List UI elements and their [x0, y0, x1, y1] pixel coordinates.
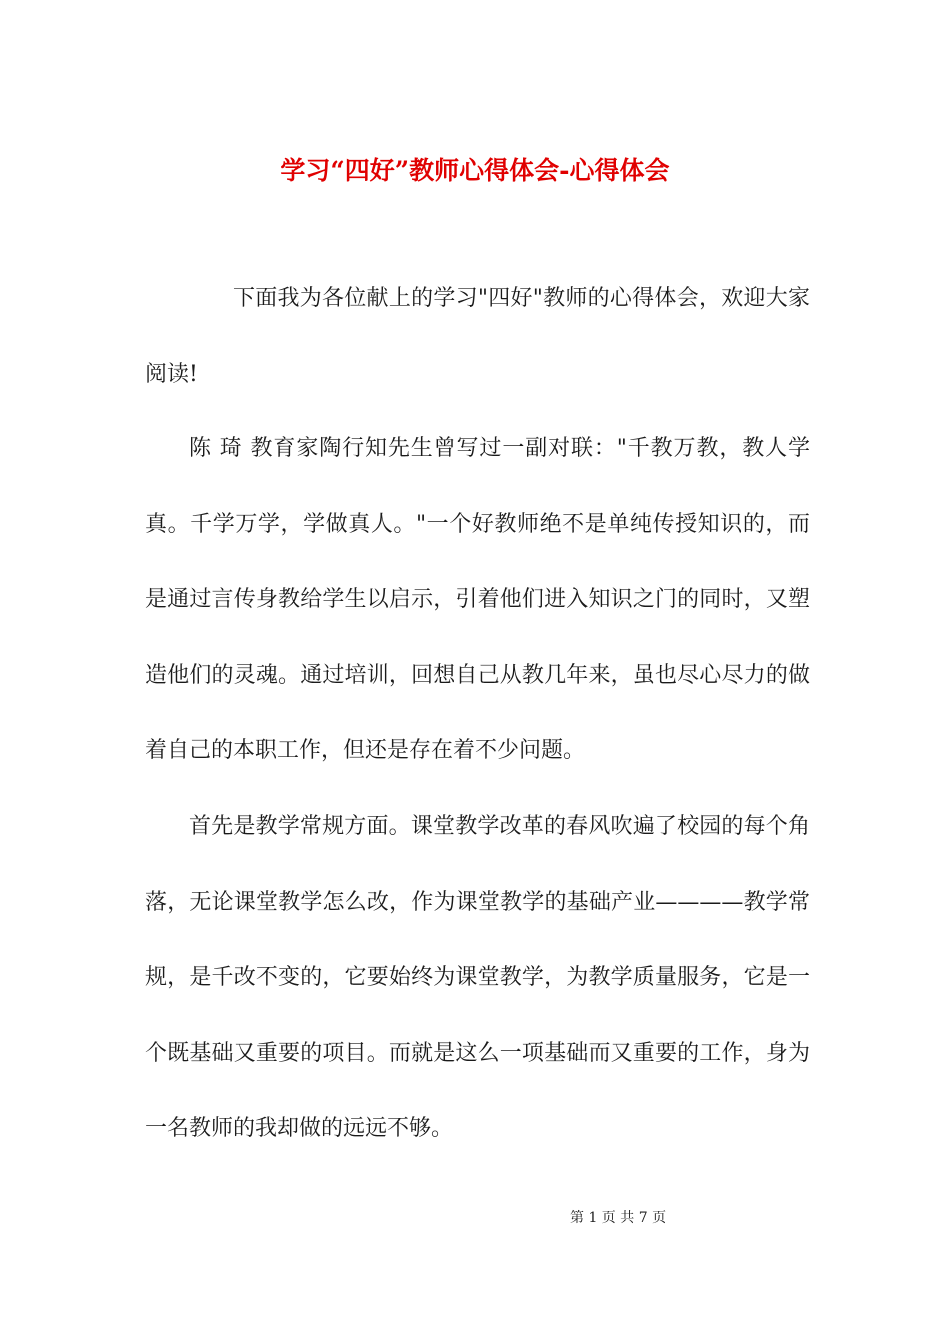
document-title: 学习“四好”教师心得体会-心得体会 [280, 155, 670, 185]
paragraph-couplet: 陈 琦 教育家陶行知先生曾写过一副对联："千教万教，教人学真。千学万学，学做真人。"一个好教师绝不是单纯传授知识的，而是通过言传身教给学生以启示，引着他们进入知识之门的同时，又塑造他们的灵魂。通过培训，回想自己从教几年来，虽也尽心尽力的做着自己的本职工作，但还是存在着不少问题。 [145, 436, 810, 763]
page-number-footer: 第 1 页 共 7 页 [570, 1210, 667, 1226]
paragraph-teaching-routine: 首先是教学常规方面。课堂教学改革的春风吹遍了校园的每个角落，无论课堂教学怎么改，作为课堂教学的基础产业————教学常规，是千改不变的，它要始终为课堂教学，为教学质量服务，它是一个既基础又重要的项目。而就是这么一项基础而又重要的工作，身为一名教师的我却做的远远不够。 [145, 814, 810, 1141]
paragraph-intro: 下面我为各位献上的学习"四好"教师的心得体会，欢迎大家阅读! [145, 286, 810, 387]
